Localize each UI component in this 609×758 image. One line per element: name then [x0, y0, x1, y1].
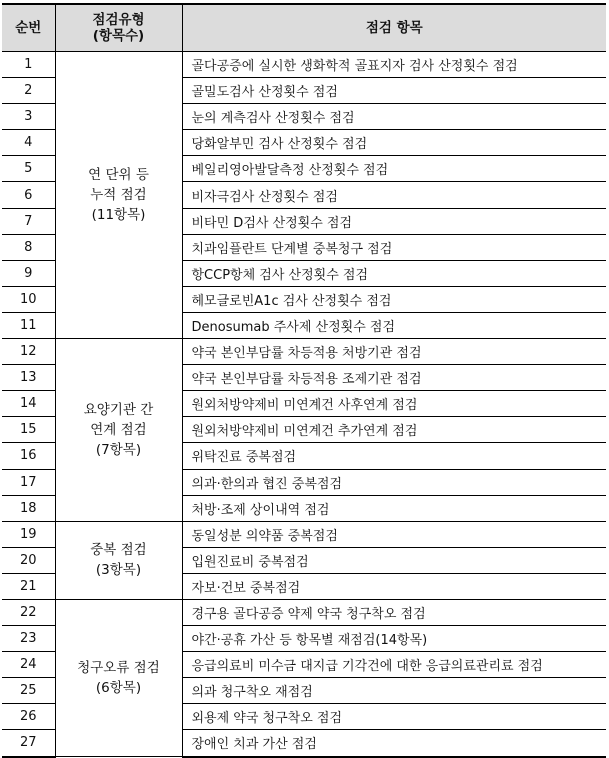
row-number: 20	[2, 547, 55, 573]
inspection-item: 원외처방약제비 미연계건 추가연계 점검	[182, 417, 606, 443]
inspection-item: 장애인 치과 가산 점검	[182, 730, 606, 757]
table-row	[2, 339, 606, 365]
inspection-item: 약국 본인부담률 차등적용 처방기관 점검	[182, 339, 606, 365]
row-number: 1	[2, 52, 55, 78]
row-number: 15	[2, 417, 55, 443]
row-number: 27	[2, 730, 55, 757]
inspection-item: 당화알부민 검사 산정횟수 점검	[182, 130, 606, 156]
inspection-item: 약국 본인부담률 차등적용 조제기관 점검	[182, 365, 606, 391]
inspection-type-line: 연 단위 등	[88, 167, 149, 184]
row-number: 23	[2, 626, 55, 652]
inspection-item: 외용제 약국 청구착오 점검	[182, 704, 606, 730]
inspection-item: 치과임플란트 단계별 중복청구 점검	[182, 234, 606, 260]
inspection-type-group	[55, 521, 182, 599]
inspection-item: 위탁진료 중복점검	[182, 443, 606, 469]
table-row	[2, 599, 606, 625]
inspection-item: 처방·조제 상이내역 점검	[182, 495, 606, 521]
header-number: 순번	[2, 4, 55, 52]
inspection-item: 항CCP항체 검사 산정횟수 점검	[182, 260, 606, 286]
inspection-item: 원외처방약제비 미연계건 사후연계 점검	[182, 391, 606, 417]
row-number: 7	[2, 208, 55, 234]
inspection-item: 비자극검사 산정횟수 점검	[182, 182, 606, 208]
table-body	[2, 52, 606, 757]
row-number: 22	[2, 599, 55, 625]
inspection-type-group	[55, 339, 182, 522]
row-number: 13	[2, 365, 55, 391]
header-type-line2: (항목수)	[92, 28, 145, 44]
header-inspection-type	[55, 4, 182, 52]
inspection-item: 경구용 골다공증 약제 약국 청구착오 점검	[182, 599, 606, 625]
row-number: 8	[2, 234, 55, 260]
inspection-type-line: 누적 점검	[90, 187, 147, 204]
inspection-type-line: (7항목)	[95, 441, 142, 458]
row-number: 16	[2, 443, 55, 469]
inspection-type-line: (6항목)	[95, 680, 142, 696]
inspection-item: 비타민 D검사 산정횟수 점검	[182, 208, 606, 234]
inspection-item: 동일성분 의약품 중복점검	[182, 521, 606, 547]
inspection-type-line: (11항목)	[91, 207, 146, 224]
inspection-item: 골다공증에 실시한 생화학적 골표지자 검사 산정횟수 점검	[182, 52, 606, 78]
inspection-type-line: (3항목)	[95, 562, 142, 579]
inspection-item: Denosumab 주사제 산정횟수 점검	[182, 312, 606, 338]
inspection-item: 야간·공휴 가산 등 항목별 재점검(14항목)	[182, 626, 606, 652]
header-type-line1: 점검유형	[92, 12, 145, 28]
inspection-type-group	[55, 599, 182, 756]
row-number: 2	[2, 78, 55, 104]
row-number: 11	[2, 312, 55, 338]
header-inspection-item: 점검 항목	[182, 4, 606, 52]
inspection-type-line: 연계 점검	[90, 421, 147, 438]
inspection-item: 헤모글로빈A1c 검사 산정횟수 점검	[182, 286, 606, 312]
inspection-items-table	[2, 3, 606, 758]
inspection-item: 베일리영아발달측정 산정횟수 점검	[182, 156, 606, 182]
inspection-item: 의과·한의과 협진 중복점검	[182, 469, 606, 495]
row-number: 10	[2, 286, 55, 312]
inspection-item: 입원진료비 중복점검	[182, 547, 606, 573]
inspection-item: 의과 청구착오 재점검	[182, 678, 606, 704]
row-number: 14	[2, 391, 55, 417]
header-row	[2, 4, 606, 52]
row-number: 18	[2, 495, 55, 521]
inspection-item: 자보·건보 중복점검	[182, 573, 606, 599]
row-number: 3	[2, 104, 55, 130]
inspection-type-line: 중복 점검	[90, 542, 147, 559]
table-row	[2, 52, 606, 78]
row-number: 4	[2, 130, 55, 156]
row-number: 19	[2, 521, 55, 547]
inspection-item: 골밀도검사 산정횟수 점검	[182, 78, 606, 104]
inspection-type-line: 요양기관 간	[83, 401, 154, 418]
table-row	[2, 521, 606, 547]
inspection-type-group	[55, 52, 182, 339]
row-number: 21	[2, 573, 55, 599]
row-number: 6	[2, 182, 55, 208]
row-number: 12	[2, 339, 55, 365]
inspection-item: 응급의료비 미수금 대지급 기각건에 대한 응급의료관리료 점검	[182, 652, 606, 678]
row-number: 5	[2, 156, 55, 182]
row-number: 9	[2, 260, 55, 286]
inspection-type-line: 청구오류 점검	[77, 660, 160, 676]
inspection-item: 눈의 계측검사 산정횟수 점검	[182, 104, 606, 130]
row-number: 24	[2, 652, 55, 678]
row-number: 17	[2, 469, 55, 495]
row-number: 25	[2, 678, 55, 704]
row-number: 26	[2, 704, 55, 730]
